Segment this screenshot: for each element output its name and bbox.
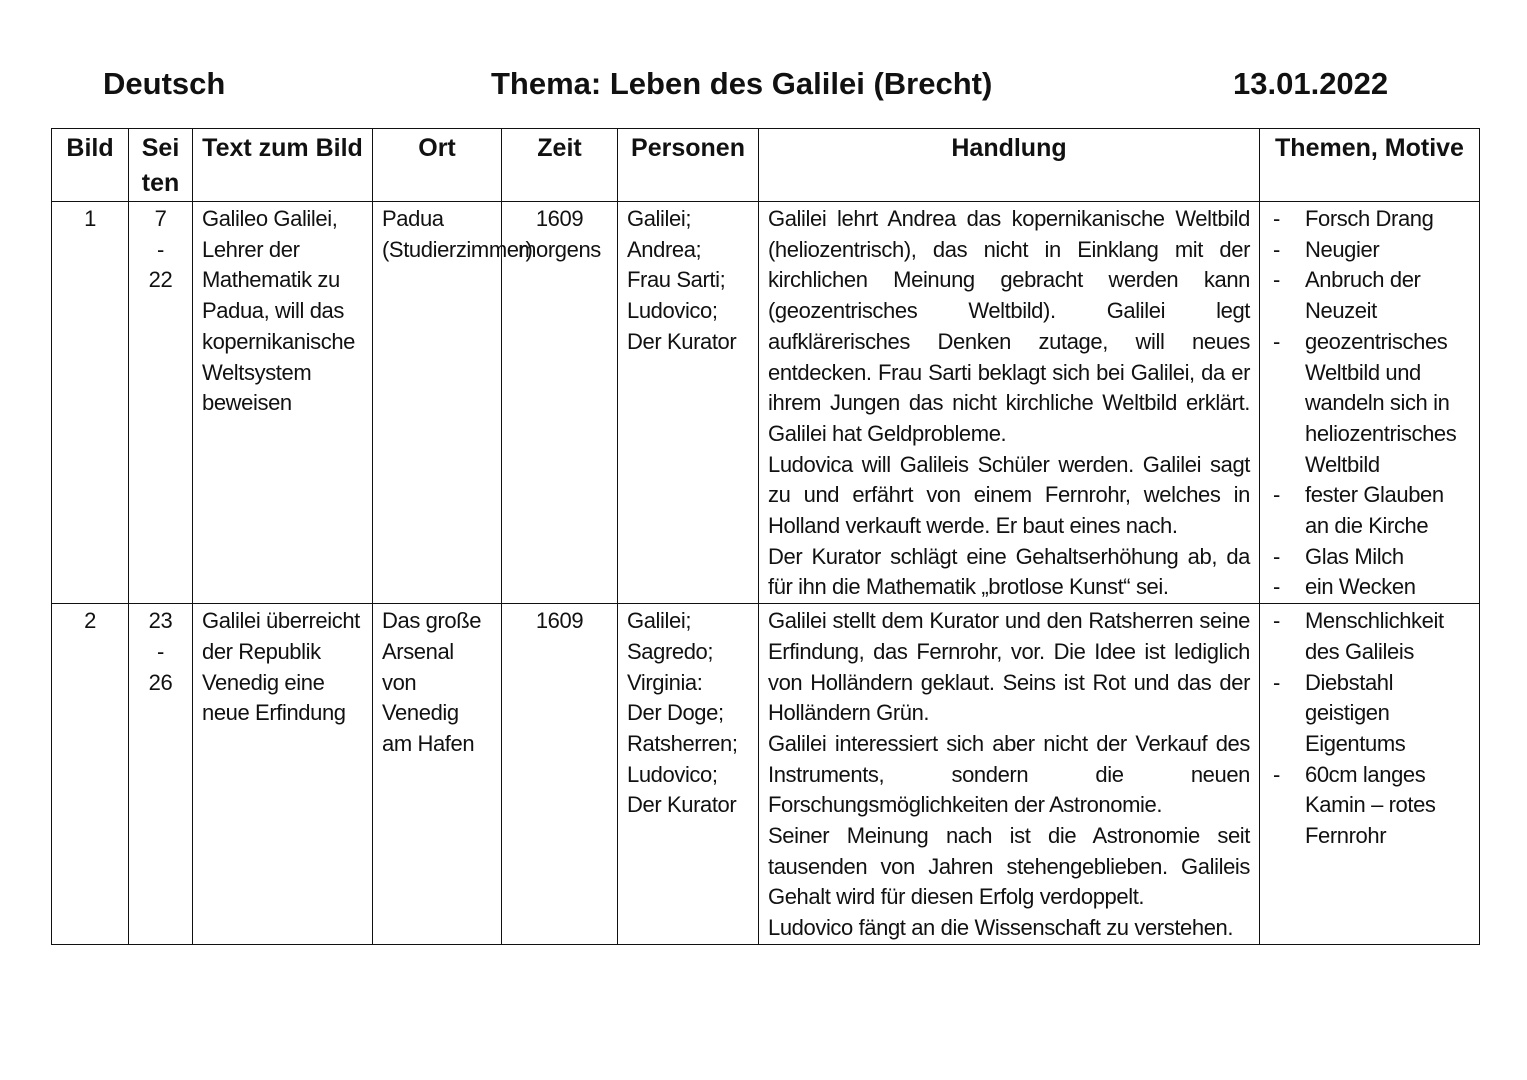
cell-bild: 2 bbox=[52, 604, 129, 945]
theme-item: - fester Glauben an die Kirche bbox=[1269, 480, 1470, 541]
column-header-zeit: Zeit bbox=[502, 129, 618, 202]
plot-paragraph: Galilei interessiert sich aber nicht der Verkauf des Instruments, sondern die neuen Forschungsmöglichkeiten der Astronomie. bbox=[768, 730, 1250, 818]
column-header-bild: Bild bbox=[52, 129, 129, 202]
summary-table bbox=[51, 128, 1480, 945]
cell-ort: Das große Arsenal von Venedig am Hafen bbox=[373, 604, 502, 945]
pages-to: 22 bbox=[148, 267, 173, 293]
cell-handlung bbox=[759, 604, 1260, 945]
cell-bild: 1 bbox=[52, 202, 129, 604]
plot-paragraph: Ludovico fängt an die Wissenschaft zu verstehen. bbox=[768, 915, 1234, 941]
cell-personen bbox=[618, 202, 759, 604]
cell-themen bbox=[1260, 202, 1480, 604]
plot-paragraph: Ludovica will Galileis Schüler werden. Galilei sagt zu und erfährt von einem Fernrohr, welches in Holland verkauft werde. Er baut eines nach. bbox=[768, 451, 1250, 539]
person-item: Andrea; bbox=[627, 236, 702, 262]
plot-paragraph: Der Kurator schlägt eine Gehaltserhöhung ab, da für ihn die Mathematik „brotlose Kunst“ sei. bbox=[768, 543, 1250, 600]
table-header-row bbox=[52, 129, 1480, 202]
table-row bbox=[52, 202, 1480, 604]
cell-themen bbox=[1260, 604, 1480, 945]
pages-from: 23 bbox=[148, 608, 173, 634]
plot-paragraph: Galilei stellt dem Kurator und den Ratsherren seine Erfindung, das Fernrohr, vor. Die Idee ist lediglich von Holländern geklaut. Seins ist Rot und das der Holländern Grün. bbox=[768, 608, 1250, 726]
column-header-text: Text zum Bild bbox=[193, 129, 373, 202]
theme-item: - ein Wecken bbox=[1269, 572, 1470, 603]
document-date: 13.01.2022 bbox=[1233, 66, 1389, 101]
cell-zeit: 1609 bbox=[502, 604, 618, 945]
themes-list bbox=[1269, 204, 1470, 603]
column-header-handlung: Handlung bbox=[759, 129, 1260, 202]
cell-text: Galilei überreicht der Republik Venedig eine neue Erfindung bbox=[193, 604, 373, 945]
topic-title: Thema: Leben des Galilei (Brecht) bbox=[491, 66, 993, 101]
theme-item: - Glas Milch bbox=[1269, 542, 1470, 573]
person-item: Ludovico; bbox=[627, 761, 718, 787]
theme-item: - Menschlichkeit des Galileis bbox=[1269, 606, 1470, 667]
person-item: Ratsherren; bbox=[627, 730, 738, 756]
theme-item: - 60cm langes Kamin – rotes Fernrohr bbox=[1269, 760, 1470, 852]
theme-item: - Diebstahl geistigen Eigentums bbox=[1269, 668, 1470, 760]
theme-item: - Anbruch der Neuzeit bbox=[1269, 265, 1470, 326]
cell-text: Galileo Galilei, Lehrer der Mathematik zu Padua, will das kopernikanische Weltsystem beweisen bbox=[193, 202, 373, 604]
cell-personen bbox=[618, 604, 759, 945]
cell-zeit: 1609 morgens bbox=[502, 202, 618, 604]
theme-item: - Forsch Drang bbox=[1269, 204, 1470, 235]
pages-separator: - bbox=[157, 236, 164, 262]
pages-from: 7 bbox=[154, 206, 167, 231]
person-item: Der Kurator bbox=[627, 792, 737, 818]
cell-seiten bbox=[129, 202, 193, 604]
table-row bbox=[52, 604, 1480, 945]
person-item: Galilei; bbox=[627, 608, 692, 634]
person-item: Virginia: bbox=[627, 669, 703, 695]
theme-item: - Neugier bbox=[1269, 235, 1470, 266]
cell-seiten bbox=[129, 604, 193, 945]
person-item: Ludovico; bbox=[627, 298, 718, 324]
pages-separator: - bbox=[157, 638, 164, 664]
cell-handlung bbox=[759, 202, 1260, 604]
column-header-themen: Themen, Motive bbox=[1260, 129, 1480, 202]
person-item: Der Doge; bbox=[627, 700, 724, 726]
column-header-ort: Ort bbox=[373, 129, 502, 202]
pages-to: 26 bbox=[148, 669, 173, 695]
theme-item: - geozentrisches Weltbild und wandeln sich in heliozentrisches Weltbild bbox=[1269, 327, 1470, 481]
document-header bbox=[0, 66, 1527, 106]
column-header-personen: Personen bbox=[618, 129, 759, 202]
themes-list bbox=[1269, 606, 1470, 852]
person-item: Frau Sarti; bbox=[627, 267, 726, 293]
person-item: Sagredo; bbox=[627, 638, 714, 664]
person-item: Galilei; bbox=[627, 206, 692, 231]
column-header-seiten: Sei ten bbox=[129, 129, 193, 202]
person-item: Der Kurator bbox=[627, 328, 737, 354]
plot-paragraph: Galilei lehrt Andrea das kopernikanische Weltbild (heliozentrisch), das nicht in Einklang mit der kirchlichen Meinung gebracht werden kann (geozentrisches Weltbild). Galilei legt aufklärerisches Denken zutage, will neues entdecken. Frau Sarti beklagt sich bei Galilei, da er ihrem Jungen das nicht kirchliche Weltbild erklärt. Galilei hat Geldprobleme. bbox=[768, 206, 1250, 446]
plot-paragraph: Seiner Meinung nach ist die Astronomie seit tausenden von Jahren stehengeblieben. Galileis Gehalt wird für diesen Erfolg verdoppelt. bbox=[768, 823, 1250, 910]
subject-label: Deutsch bbox=[103, 66, 226, 101]
cell-ort: Padua (Studierzimmer) bbox=[373, 202, 502, 604]
